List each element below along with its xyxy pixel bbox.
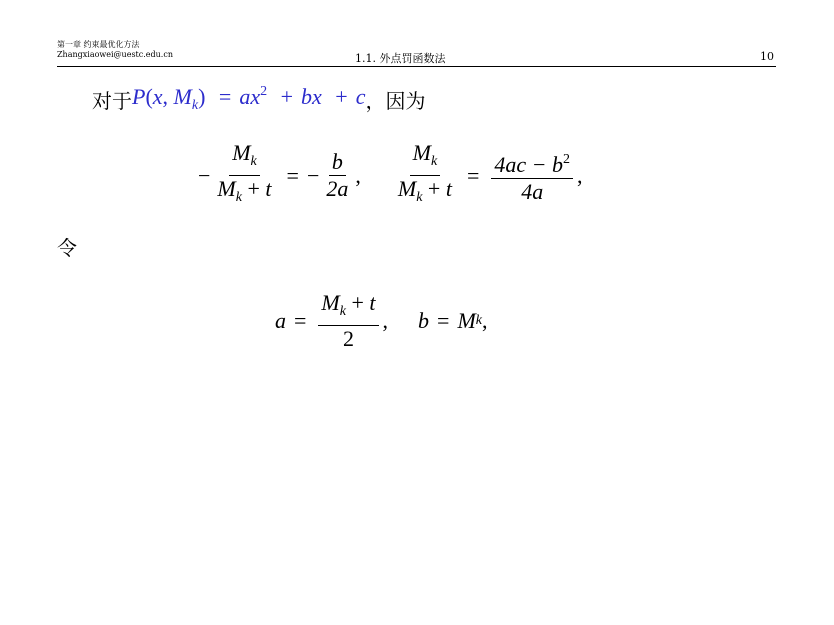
fraction-4ac-minus-b2-over-4a: $\frac{4ac - b^2}{4a}$ [491, 147, 573, 205]
fraction-b-over-2a: $\frac{b}{2a}$ [326, 149, 349, 201]
intro-line [92, 84, 425, 114]
ling-label: 令 [57, 236, 77, 260]
header-left [57, 40, 173, 60]
page-header [57, 40, 776, 67]
equation-2: a = $\frac{M_k + t}{2}$ , b = M k , [275, 290, 488, 351]
fraction-mk-over-mk-plus-t: $\frac{M_k}{M_k + t}$ [217, 140, 272, 205]
intro-prefix: 对于 [92, 88, 132, 113]
page-number: 10 [760, 50, 774, 63]
author-email: Zhangxiaowei@uestc.edu.cn [57, 50, 173, 59]
intro-suffix: ，因为 [365, 88, 426, 113]
chapter-title: 第一章 约束最优化方法 [57, 40, 140, 49]
fraction-mk-plus-t-over-2: $\frac{M_k + t}{2}$ [318, 290, 378, 352]
section-title: 1.1. 外点罚函数法 [355, 52, 446, 65]
polynomial-expression: P(x, $M_k) = ax^2$ + bx + c [132, 84, 366, 113]
fraction-mk-over-mk-plus-t-2: $\frac{M_k}{M_k + t}$ [397, 140, 452, 205]
equation-1: − $\frac{M_k}{M_k + t}$ = − $\frac{b}{2a}$ , $\frac{M_k}{M_k + t}$ = $\frac{4ac - b^2}{4a}$ , [198, 140, 583, 211]
